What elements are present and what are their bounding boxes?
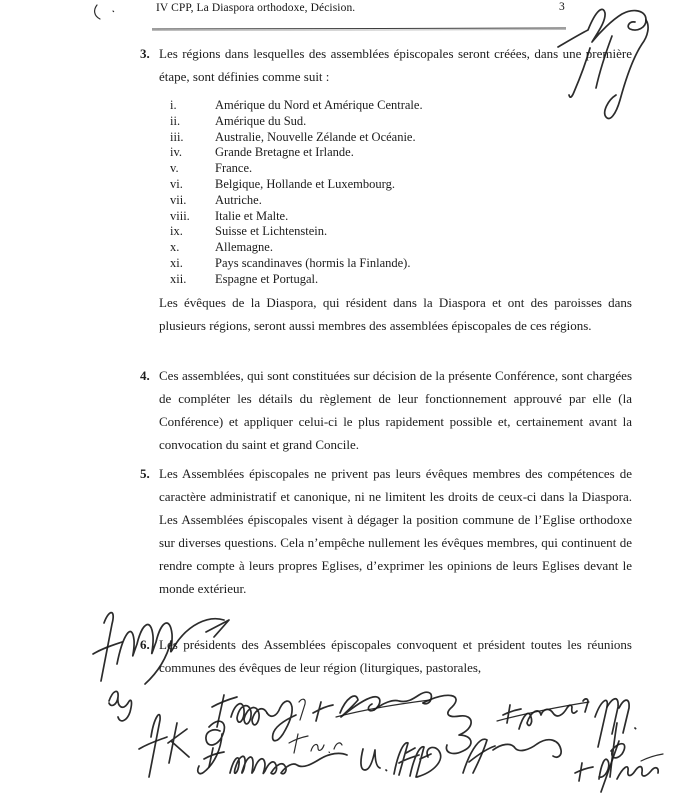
list-text: Grande Bretagne et Irlande.: [215, 145, 354, 160]
list-item: [170, 209, 632, 225]
list-text: Suisse et Lichtenstein.: [215, 224, 328, 239]
list-item: [170, 161, 632, 177]
paragraph-number: 6.: [140, 637, 150, 652]
list-numeral: xi.: [170, 255, 183, 270]
stroke: [635, 728, 636, 729]
document-body: [140, 0, 632, 796]
list-text: Belgique, Hollande et Luxembourg.: [215, 176, 395, 191]
paragraph-number: 3.: [140, 46, 150, 61]
paragraph-number: [140, 291, 159, 337]
list-numeral: ix.: [170, 224, 183, 239]
pen-mark-top-left: [95, 5, 114, 19]
stroke: [101, 613, 113, 681]
list-numeral: vii.: [170, 192, 187, 207]
paragraph-3: [140, 42, 632, 88]
paragraph-3-continuation: [140, 291, 632, 337]
signature-1: [109, 691, 131, 721]
page-number: 3: [559, 1, 565, 13]
list-item: [170, 130, 632, 146]
list-numeral: xii.: [170, 271, 187, 286]
paragraph-text: Les régions dans lesquelles des assemblées épiscopales seront créées, dans une première étape, sont définies comme suit :: [159, 46, 632, 84]
paragraph-6: [140, 633, 632, 679]
paragraph-number: 4.: [140, 368, 150, 383]
paragraph-5: [140, 462, 632, 600]
list-numeral: ii.: [170, 113, 181, 128]
stroke: [641, 754, 663, 761]
list-item: [170, 224, 632, 240]
paragraph-text: Les présidents des Assemblées épiscopales convoquent et président toutes les réunions communes des évêques de leur région (liturgiques, pastorales,: [159, 637, 632, 675]
list-item: [170, 177, 632, 193]
list-item: [170, 193, 632, 209]
paragraph-text: Les évêques de la Diaspora, qui résident dans la Diaspora et ont des paroisses dans plusieurs régions, seront aussi membres des assemblées épiscopales de ces régions.: [159, 295, 632, 333]
list-item: [170, 272, 632, 288]
list-text: Pays scandinaves (hormis la Finlande).: [215, 255, 411, 270]
list-text: Amérique du Sud.: [215, 113, 307, 128]
list-numeral: x.: [170, 240, 180, 255]
header-title: IV CPP, La Diaspora orthodoxe, Décision.: [156, 2, 356, 14]
list-item: [170, 98, 632, 114]
list-numeral: vi.: [170, 176, 183, 191]
list-text: Espagne et Portugal.: [215, 271, 319, 286]
paragraph-number: 5.: [140, 466, 150, 481]
paragraph-4: [140, 364, 632, 456]
list-text: Autriche.: [215, 192, 262, 207]
list-numeral: i.: [170, 98, 177, 112]
stroke: [113, 11, 114, 12]
list-item: [170, 145, 632, 161]
list-text: Allemagne.: [215, 240, 273, 255]
stroke: [93, 642, 122, 654]
list-text: Italie et Malte.: [215, 208, 289, 223]
list-numeral: viii.: [170, 208, 190, 223]
paragraph-text: Ces assemblées, qui sont constituées sur décision de la présente Conférence, sont chargées de compléter les détails du règlement de leur fonctionnement approuvé par elle (la Conférence) et appliquer celui-ci le plus rapidement possible et, certainement avant la convocation du saint et grand Concile.: [159, 368, 632, 452]
regions-list: [170, 98, 632, 288]
stroke: [95, 5, 100, 19]
list-numeral: iv.: [170, 145, 183, 160]
list-numeral: v.: [170, 161, 179, 176]
list-numeral: iii.: [170, 129, 184, 144]
paragraph-text: Les Assemblées épiscopales ne privent pas leurs évêques membres des compétences de caractère administratif et canonique, ni ne limitent les droits de ceux-ci dans la Diaspora. Les Assemblées épiscopales visent à dégager la position commune de l’Eglise orthodoxe sur diverses questions. Cela n’empêche nullement les évêques membres, qui continuent de rendre compte à leurs propres Eglises, d’exprimer les opinions de leurs Eglises devant le monde extérieur.: [159, 466, 632, 596]
list-item: [170, 114, 632, 130]
list-item: [170, 256, 632, 272]
list-item: [170, 240, 632, 256]
list-text: Amérique du Nord et Amérique Centrale.: [215, 98, 423, 112]
stroke: [109, 691, 131, 721]
list-text: Australie, Nouvelle Zélande et Océanie.: [215, 129, 416, 144]
list-text: France.: [215, 161, 253, 176]
